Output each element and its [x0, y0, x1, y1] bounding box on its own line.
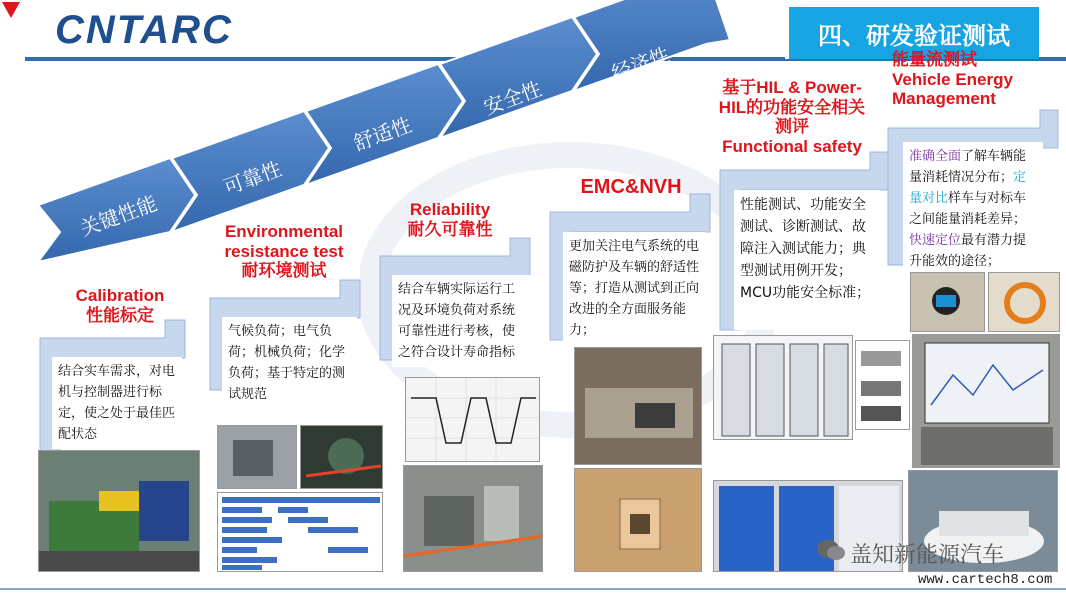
photo-test-matrix-table — [217, 492, 383, 572]
photo-anechoic-chamber — [574, 468, 702, 572]
section-title: 四、研发验证测试 — [785, 7, 1039, 59]
column-1-title: Calibration 性能标定 — [75, 286, 165, 325]
photo-emc-chamber — [574, 347, 702, 465]
photo-test-cycle-diagram — [405, 377, 540, 462]
column-4-title: EMC&NVH — [580, 176, 682, 198]
column-3-description: 结合车辆实际运行工况及环境负荷对系统可靠性进行考核，使之符合设计寿命指标 — [392, 275, 532, 367]
photo-climate-chamber-1 — [217, 425, 297, 489]
highlight-quantitative: 定量对比 — [909, 170, 1027, 206]
photo-data-laptop — [912, 334, 1060, 468]
wechat-icon — [816, 538, 846, 562]
highlight-accurate: 准确全面 — [909, 149, 962, 164]
photo-hil-schematic — [855, 340, 910, 430]
chevron-label-4: 安全性 — [480, 76, 545, 120]
photo-hil-cabinets — [713, 335, 853, 440]
chevron-label-3: 舒适性 — [350, 112, 415, 156]
wechat-account-label: 盖知新能源汽车 — [850, 543, 1005, 568]
chevron-label-5: 经济性 — [608, 42, 673, 86]
column-1-description: 结合实车需求，对电机与控制器进行标定，使之处于最佳匹配状态 — [52, 357, 182, 449]
chevron-label-1: 关键性能 — [76, 190, 161, 241]
photo-sensor-probe — [988, 272, 1060, 332]
column-3-title: Reliability 耐久可靠性 — [407, 200, 493, 239]
chevron-label-2: 可靠性 — [220, 156, 285, 200]
column-2-title: Environmental resistance test 耐环境测试 — [224, 222, 344, 281]
column-6-title: 能量流测试 Vehicle Energy Management — [892, 50, 1013, 109]
column-6-description: 准确全面了解车辆能量消耗情况分布；定量对比样车与对标车之间能量消耗差异；快速定位最有潜力提升能效的途径； — [903, 142, 1043, 270]
photo-current-clamp — [910, 272, 985, 332]
photo-reliability-bench — [403, 465, 543, 572]
highlight-rapid: 快速定位 — [909, 233, 962, 248]
site-url: www.cartech8.com — [918, 572, 1053, 588]
column-2-description: 气候负荷；电气负荷；机械负荷；化学负荷；基于特定的测试规范 — [222, 317, 357, 425]
photo-motor-test-bench — [38, 450, 200, 572]
company-logo: CNTARC — [55, 8, 233, 52]
photo-climate-chamber-2 — [300, 425, 383, 489]
footer-divider — [0, 588, 1066, 590]
column-4-description: 更加关注电气系统的电磁防护及车辆的舒适性等；打造从测试到正向改进的全方面服务能力； — [563, 232, 705, 347]
column-5-description: 性能测试、功能安全测试、诊断测试、故障注入测试能力；典型测试用例开发；MCU功能安全标准； — [734, 190, 880, 330]
column-5-title: 基于HIL & Power- HIL的功能安全相关 测评 Functional safety — [718, 78, 866, 156]
